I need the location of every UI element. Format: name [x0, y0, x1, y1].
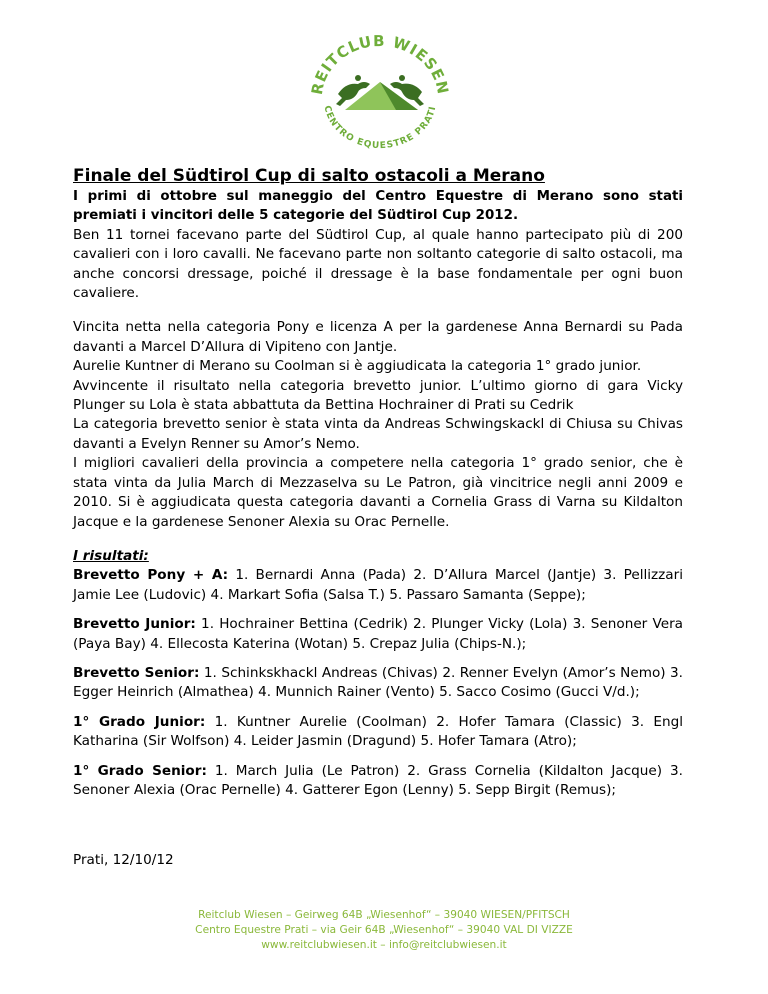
body-paragraph: Vincita netta nella categoria Pony e licenza A per la gardenese Anna Bernardi su Pada davanti a Marcel D’Allura di Vipiteno con Jantje.: [73, 319, 683, 355]
document-body: [73, 166, 683, 800]
logo-bottom-text: CENTRO EQUESTRE PRATI: [321, 104, 439, 152]
horse-jumping-logo-icon: [300, 30, 460, 160]
result-label: Brevetto Senior:: [73, 664, 200, 681]
result-label: 1° Grado Junior:: [73, 713, 206, 730]
body-paragraph: La categoria brevetto senior è stata vinta da Andreas Schwingskackl di Chiusa su Chivas davanti a Evelyn Renner su Amor’s Nemo.: [73, 416, 683, 452]
result-item: [73, 566, 683, 605]
results-title: I risultati:: [73, 547, 149, 564]
page-title: Finale del Südtirol Cup di salto ostacoli a Merano: [73, 166, 545, 186]
result-text: 1. Hochrainer Bettina (Cedrik) 2. Plunger Vicky (Lola) 3. Senoner Vera (Paya Bay) 4. Ellecosta Katerina (Wotan) 5. Crepaz Julia (Chips-N.);: [73, 616, 683, 652]
footer-line: Reitclub Wiesen – Geirweg 64B „Wiesenhof“ – 39040 WIESEN/PFITSCH: [198, 909, 570, 921]
result-item: [73, 713, 683, 752]
body-paragraph: I migliori cavalieri della provincia a competere nella categoria 1° grado senior, che è stata vinta da Julia March di Mezzaselva su Le Patron, già vincitrice negli anni 2009 e 2010. Si è aggiudicata questa categoria davanti a Cornelia Grass di Varna su Kildalton Jacque e la gardenese Senoner Alexia su Orac Pernelle.: [73, 455, 683, 530]
footer-line: Centro Equestre Prati – via Geir 64B „Wiesenhof“ – 39040 VAL DI VIZZE: [195, 924, 573, 936]
footer-contact-link[interactable]: www.reitclubwiesen.it – info@reitclubwiesen.it: [261, 939, 507, 951]
club-logo: [300, 30, 460, 160]
result-item: [73, 762, 683, 801]
lead-paragraph: I primi di ottobre sul maneggio del Centro Equestre di Merano sono stati premiati i vincitori delle 5 categorie del Südtirol Cup 2012.: [73, 189, 683, 224]
footer: [0, 908, 768, 953]
body-paragraph: Avvincente il risultato nella categoria brevetto junior. L’ultimo giorno di gara Vicky Plunger su Lola è stata abbattuta da Bettina Hochrainer di Prati su Cedrik: [73, 377, 683, 414]
date-line: Prati, 12/10/12: [73, 852, 174, 868]
svg-text:CENTRO EQUESTRE PRATI: [321, 105, 438, 151]
result-text: 1. March Julia (Le Patron) 2. Grass Cornelia (Kildalton Jacque) 3. Senoner Alexia (Orac Pernelle) 4. Gatterer Egon (Lenny) 5. Sepp Birgit (Remus);: [73, 762, 683, 798]
result-text: 1. Schinkskhackl Andreas (Chivas) 2. Renner Evelyn (Amor’s Nemo) 3. Egger Heinrich (Almathea) 4. Munnich Rainer (Vento) 5. Sacco Cosimo (Gucci V/d.);: [73, 664, 684, 701]
result-label: 1° Grado Senior:: [73, 762, 207, 779]
body-paragraph: Aurelie Kuntner di Merano su Coolman si è aggiudicata la categoria 1° grado junior.: [73, 358, 642, 375]
logo-top-text: REITCLUB WIESEN: [307, 31, 453, 97]
result-item: [73, 615, 683, 654]
intro-paragraph: Ben 11 tornei facevano parte del Südtirol Cup, al quale hanno partecipato più di 200 cavalieri con i loro cavalli. Ne facevano parte non soltanto categorie di salto ostacoli, ma anche concorsi dressage, poiché il dressage è la base fondamentale per ogni buon cavaliere.: [73, 226, 683, 302]
result-label: Brevetto Junior:: [73, 616, 196, 633]
result-label: Brevetto Pony + A:: [73, 567, 229, 584]
result-item: [73, 664, 683, 703]
result-text: 1. Kuntner Aurelie (Coolman) 2. Hofer Tamara (Classic) 3. Engl Katharina (Sir Wolfson) 4. Leider Jasmin (Dragund) 5. Hofer Tamara (Atro);: [73, 713, 683, 750]
result-text: 1. Bernardi Anna (Pada) 2. D’Allura Marcel (Jantje) 3. Pellizzari Jamie Lee (Ludovic) 4. Markart Sofia (Salsa T.) 5. Passaro Samanta (Seppe);: [73, 567, 683, 603]
